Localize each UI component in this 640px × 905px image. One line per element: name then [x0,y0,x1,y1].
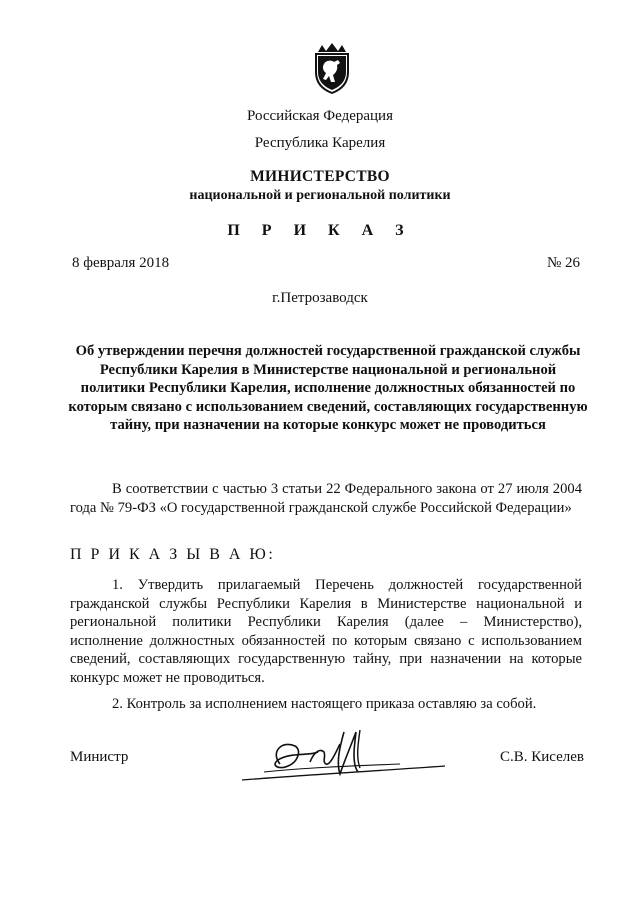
document-title: Об утверждении перечня должностей государственной гражданской службы Республики Карелия в Министерстве национальной и региональной политики Республики Карелия, исполнение должностных обязанностей по которым связано с использованием сведений, составляющих государственную тайну, при назначении на которые конкурс может не проводиться [68,343,588,433]
ministry-title: МИНИСТЕРСТВО [250,168,390,185]
document-city: г.Петрозаводск [272,290,368,306]
intro-paragraph: В соответствии с частью 3 статьи 22 Федерального закона от 27 июля 2004 года № 79-ФЗ «О государственной гражданской службе Российской Федерации» [70,481,582,516]
republic-name: Республика Карелия [254,135,386,151]
signer-position: Министр [70,749,129,765]
order-item-1: 1. Утвердить прилагаемый Перечень должностей государственной гражданской службы Республики Карелия в Министерстве национальной и региональной политики Республики Карелия (далее – Министерство), исполнение должностных обязанностей по которым связано с использованием сведений, составляющих государственную тайну, при назначении на которые конкурс может не проводиться. [70,577,582,686]
signer-name: С.В. Киселев [499,749,584,765]
handwritten-signature [240,722,450,792]
coat-of-arms-icon [310,42,354,94]
ministry-subtitle: национальной и региональной политики [189,188,451,203]
country-name: Российская Федерация [247,108,393,124]
document-type: П Р И К А З [227,222,413,239]
order-item-2: 2. Контроль за исполнением настоящего приказа оставляю за собой. [112,696,537,712]
orders-heading: П Р И К А З Ы В А Ю: [70,546,276,563]
document-date: 8 февраля 2018 [72,255,170,271]
document-number: № 26 [546,255,580,271]
